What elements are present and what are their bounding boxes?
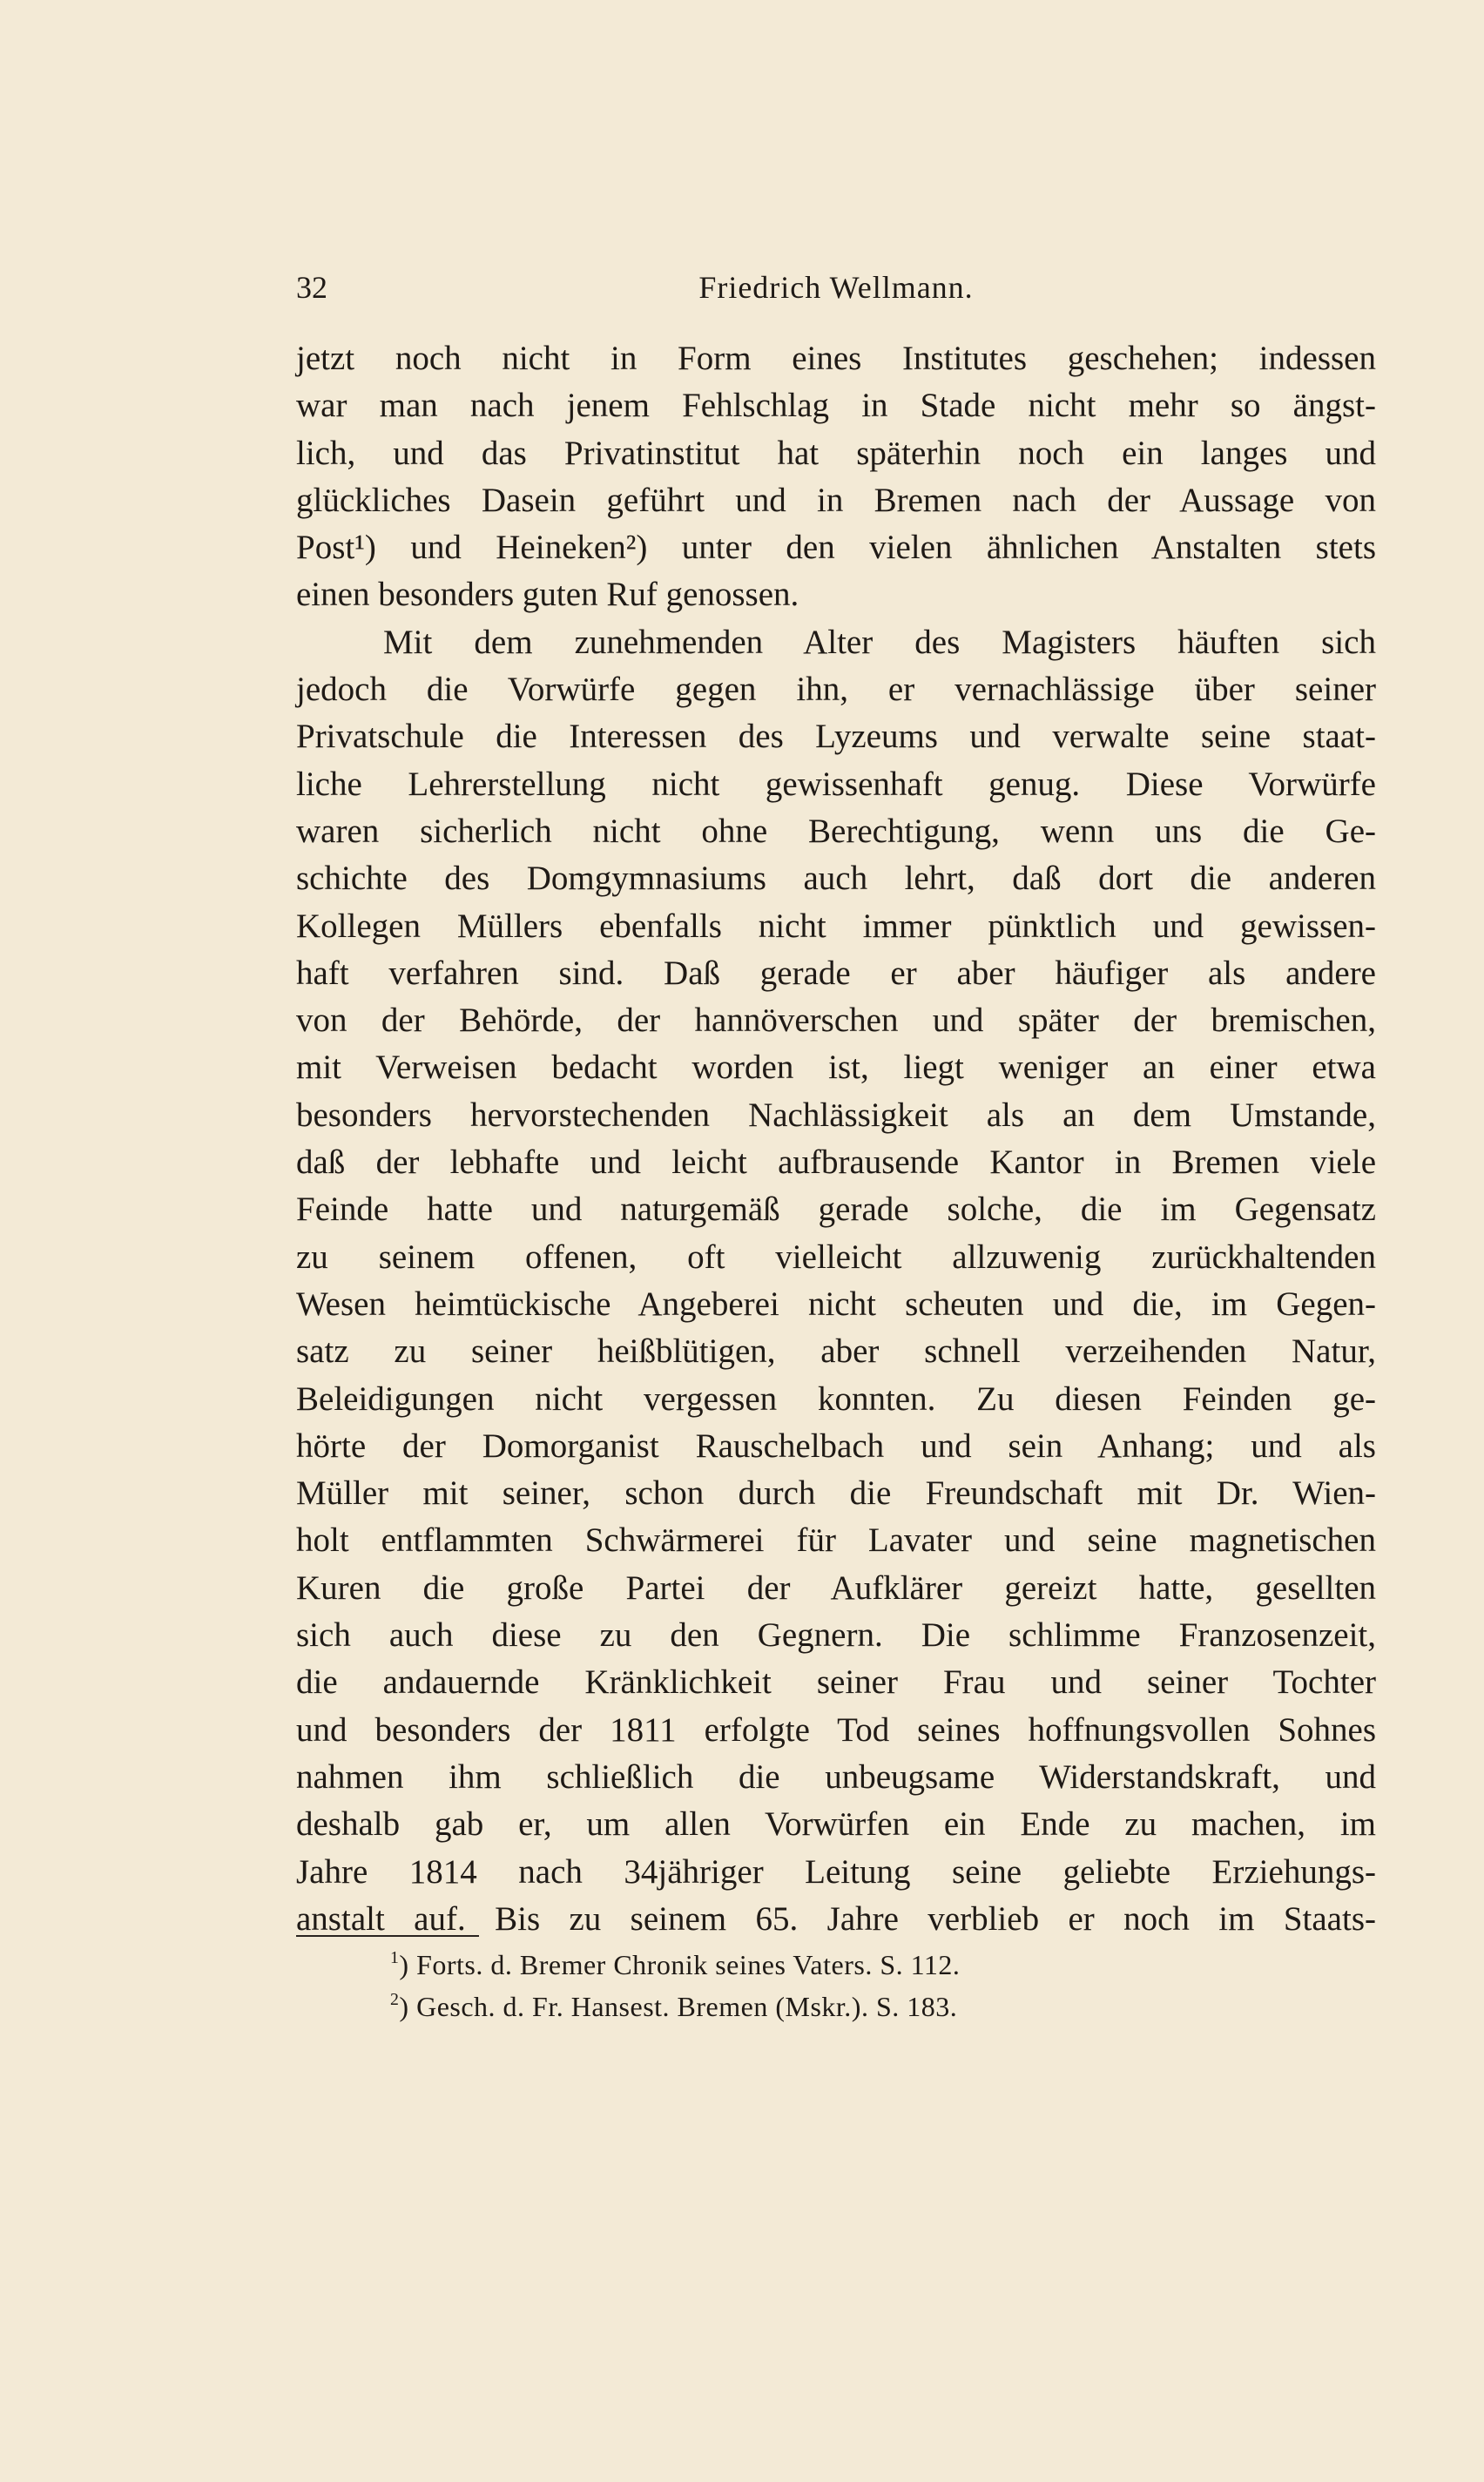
running-title: Friedrich Wellmann. <box>698 270 974 305</box>
text-line: waren sicherlich nicht ohne Berechtigung, wenn uns die Ge- <box>296 812 1376 850</box>
footnote-paren: ) <box>399 1991 417 2022</box>
text-line: war man nach jenem Fehlschlag in Stade nicht mehr so ängst- <box>296 387 1376 425</box>
footnote-text: Forts. d. Bremer Chronik seines Vaters. S. 112. <box>416 1949 961 1980</box>
text-line: haft verfahren sind. Daß gerade er aber häufiger als andere <box>296 954 1376 992</box>
body-text <box>296 335 1376 1943</box>
text-line: liche Lehrerstellung nicht gewissenhaft genug. Diese Vorwürfe <box>296 765 1376 803</box>
text-line: sich auch diese zu den Gegnern. Die schlimme Franzosenzeit, <box>296 1616 1376 1655</box>
text-line: deshalb gab er, um allen Vorwürfen ein Ende zu machen, im <box>296 1805 1376 1844</box>
text-line: Privatschule die Interessen des Lyzeums und verwalte seine staat- <box>296 718 1376 756</box>
text-line: jetzt noch nicht in Form eines Institutes geschehen; indessen <box>296 340 1376 377</box>
page-header <box>296 261 1376 314</box>
footnote <box>390 1986 1376 2027</box>
text-line: jedoch die Vorwürfe gegen ihn, er vernachlässige über seiner <box>296 671 1376 709</box>
text-line: Mit dem zunehmenden Alter des Magisters häuften sich <box>383 623 1376 661</box>
text-line: Kuren die große Partei der Aufklärer gereizt hatte, gesellten <box>296 1568 1376 1607</box>
text-line: die andauernde Kränklichkeit seiner Frau und seiner Tochter <box>296 1663 1376 1702</box>
text-line: zu seinem offenen, oft vielleicht allzuwenig zurückhaltenden <box>296 1238 1376 1276</box>
text-line: Beleidigungen nicht vergessen konnten. Zu diesen Feinden ge- <box>296 1379 1376 1418</box>
text-line: von der Behörde, der hannöverschen und später der bremischen, <box>296 1002 1376 1040</box>
text-line: besonders hervorstechenden Nachlässigkeit als an dem Umstande, <box>296 1096 1376 1134</box>
footnote <box>390 1944 1376 1986</box>
text-line: satz zu seiner heißblütigen, aber schnell verzeihenden Natur, <box>296 1332 1376 1371</box>
text-line: holt entflammten Schwärmerei für Lavater und seine magnetischen <box>296 1521 1376 1560</box>
text-line: anstalt auf. Bis zu seinem 65. Jahre verblieb er noch im Staats- <box>296 1899 1376 1938</box>
text-line: glückliches Dasein geführt und in Bremen nach der Aussage von <box>296 481 1376 519</box>
text-line: lich, und das Privatinstitut hat späterhin noch ein langes und <box>296 434 1376 472</box>
page-number: 32 <box>296 270 327 305</box>
footnote-text: Gesch. d. Fr. Hansest. Bremen (Mskr.). S. 183. <box>416 1991 958 2022</box>
text-line: mit Verweisen bedacht worden ist, liegt weniger an einer etwa <box>296 1049 1376 1087</box>
footnote-divider <box>296 1935 479 1937</box>
footnote-marker: 1 <box>390 1948 400 1968</box>
text-line: Müller mit seiner, schon durch die Freundschaft mit Dr. Wien- <box>296 1474 1376 1513</box>
footnotes <box>390 1944 1376 2027</box>
text-line: Wesen heimtückische Angeberei nicht scheuten und die, im Gegen- <box>296 1285 1376 1323</box>
text-line: einen besonders guten Ruf genossen. <box>296 576 799 614</box>
text-line: hörte der Domorganist Rauschelbach und sein Anhang; und als <box>296 1426 1376 1465</box>
footnote-marker: 2 <box>390 1990 400 2010</box>
text-line: Feinde hatte und naturgemäß gerade solche, die im Gegensatz <box>296 1190 1376 1229</box>
text-line: Kollegen Müllers ebenfalls nicht immer pünktlich und gewissen- <box>296 907 1376 945</box>
text-line: und besonders der 1811 erfolgte Tod seines hoffnungsvollen Sohnes <box>296 1710 1376 1749</box>
footnote-paren: ) <box>399 1949 417 1980</box>
text-line: Post¹) und Heineken²) unter den vielen ähnlichen Anstalten stets <box>296 529 1376 567</box>
text-line: Jahre 1814 nach 34jähriger Leitung seine geliebte Erziehungs- <box>296 1852 1376 1891</box>
text-line: nahmen ihm schließlich die unbeugsame Widerstandskraft, und <box>296 1757 1376 1796</box>
text-line: schichte des Domgymnasiums auch lehrt, daß dort die anderen <box>296 860 1376 898</box>
text-line: daß der lebhafte und leicht aufbrausende Kantor in Bremen viele <box>296 1143 1376 1182</box>
